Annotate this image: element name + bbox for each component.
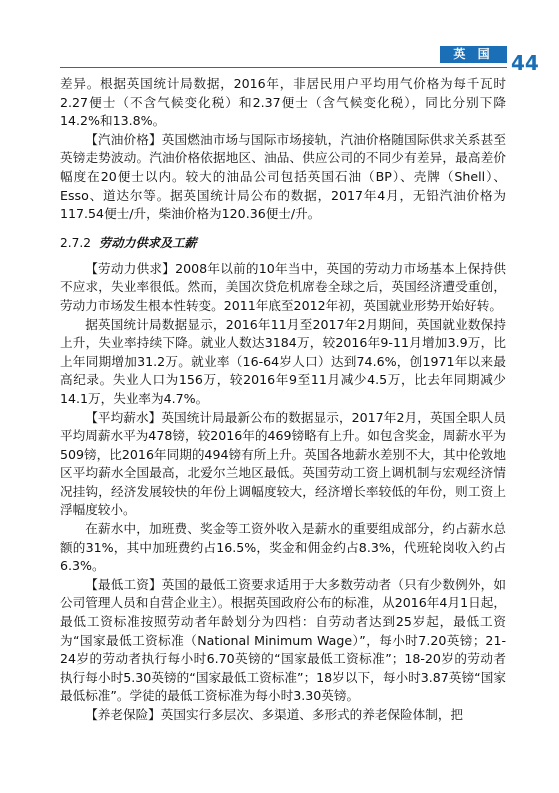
paragraph-minimum-wage: 【最低工资】英国的最低工资要求适用于大多数劳动者（只有少数例外，如公司管理人员和自营企业主）。根据英国政府公布的标准，从2016年4月1日起，最低工资标准按照劳动者年龄划分为四档：自劳动者达到25岁起，最低工资为“国家最低工资标准（National Minimum Wage）”，每小时7.20英镑；21-24岁的劳动者执行每小时6.70英镑的“国家最低工资标准”；18-20岁的劳动者执行每小时5.30英镑的“国家最低工资标准”；18岁以下，每小时3.87英镑“国家最低标准”。学徒的最低工资标准为每小时3.30英镑。: [60, 576, 506, 704]
section-title: 劳动力供求及工薪: [99, 235, 197, 250]
header-rule: [60, 67, 507, 68]
paragraph-employment-stats: 据英国统计局数据显示，2016年11月至2017年2月期间，英国就业数保持上升，失业率持续下降。就业人数达3184万，较2016年9-11月增加3.9万，比上年同期增加31.2万。就业率（16-64岁人口）达到74.6%，创1971年以来最高纪录。失业人口为156万，较2016年9至11月减少4.5万，比去年同期减少14.1万，失业率为4.7%。: [60, 316, 506, 406]
running-header-title: 英 国: [453, 47, 494, 61]
section-number: 2.7.2: [60, 235, 92, 250]
section-heading: [60, 234, 506, 252]
paragraph-wage-composition: 在薪水中，加班费、奖金等工资外收入是薪水的重要组成部分，约占薪水总额的31%，其中加班费约占16.5%，奖金和佣金约占8.3%，代班轮岗收入约占6.3%。: [60, 521, 506, 574]
paragraph-gasoline-price: 【汽油价格】英国燃油市场与国际市场接轨，汽油价格随国际供求关系甚至英镑走势波动。汽油价格依据地区、油品、供应公司的不同少有差异，最高差价幅度在20便士以内。较大的油品公司包括英国石油（BP）、壳牌（Shell）、Esso、道达尔等。据英国统计局公布的数据，2017年4月，无铅汽油价格为117.54便士/升，柴油价格为120.36便士/升。: [60, 131, 506, 222]
paragraph-pension: 【养老保险】英国实行多层次、多渠道、多形式的养老保险体制，把: [85, 707, 463, 722]
paragraph-labor-supply: 【劳动力供求】2008年以前的10年当中，英国的劳动力市场基本上保持供不应求，失业率很低。然而，美国次贷危机席卷全球之后，英国经济遭受重创，劳动力市场发生根本性转变。2011年底至2012年初，英国就业形势开始好转。: [60, 260, 506, 313]
paragraph-average-wage: 【平均薪水】英国统计局最新公布的数据显示，2017年2月，英国全职人员平均周薪水平为478镑，较2016年的469镑略有上升。如包含奖金，周薪水平为509镑，比2016年同期的494镑有所上升。英国各地薪水差别不大，其中伦敦地区平均薪水全国最高，北爱尔兰地区最低。英国劳动工资上调机制与宏观经济情况挂钩，经济发展较快的年份上调幅度较大，经济增长率较低的年份，则工资上浮幅度较小。: [60, 409, 506, 518]
page-body: [60, 75, 506, 725]
page-number: 44: [511, 51, 539, 75]
paragraph-continued: 差异。根据英国统计局数据，2016年，非居民用户平均用气价格为每千瓦时2.27便士（不含气候变化税）和2.37便士（含气候变化税），同比分别下降14.2%和13.8%。: [60, 76, 506, 129]
